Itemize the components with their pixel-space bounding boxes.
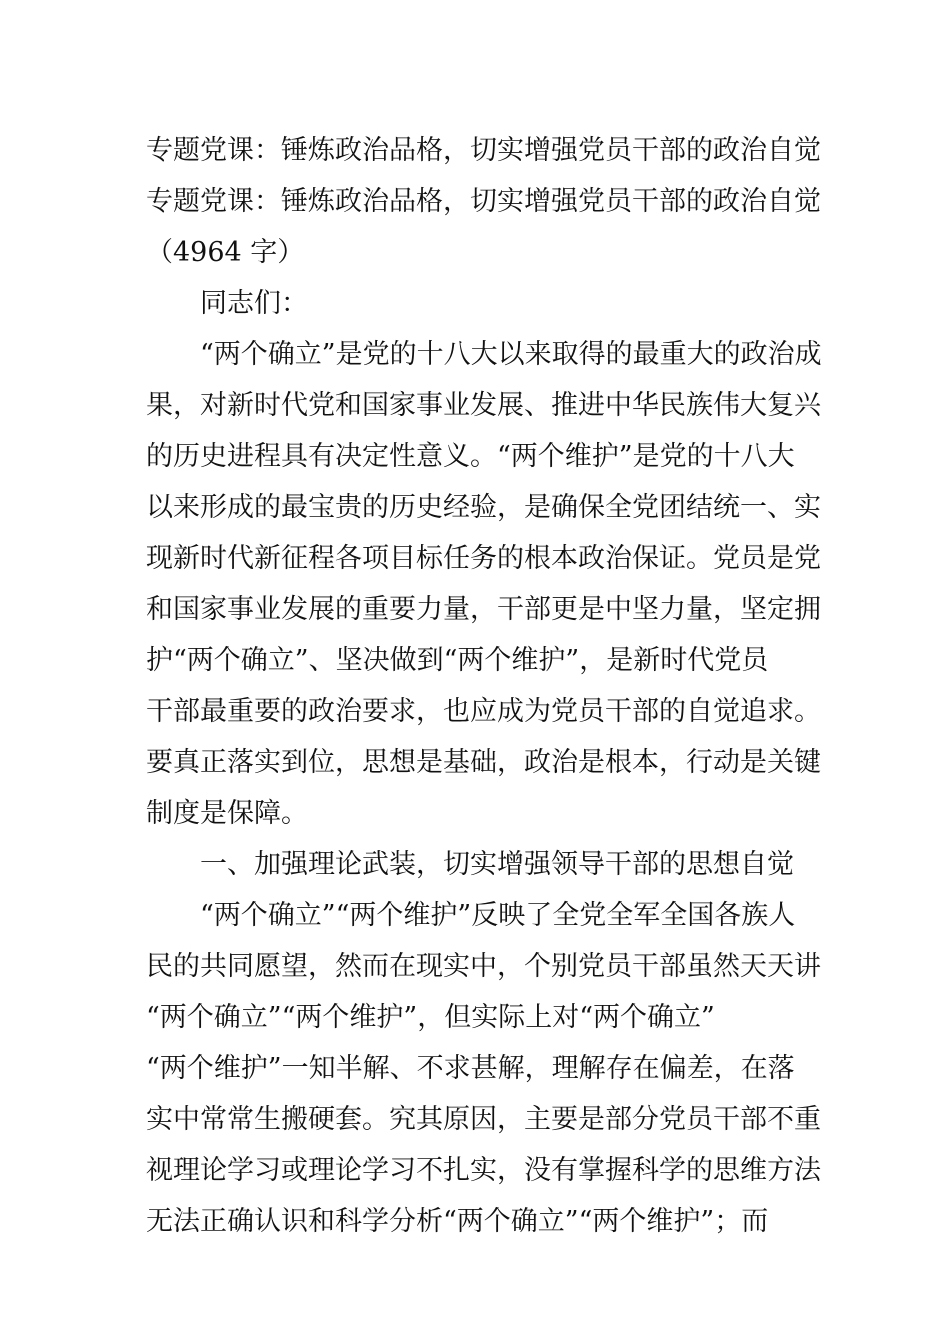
paragraph-line: “两个确立”“两个维护”反映了全党全军全国各族人 [146, 900, 796, 931]
section-heading: 一、加强理论武装，切实增强领导干部的思想自觉 [146, 849, 794, 880]
greeting: 同志们： [146, 288, 308, 319]
paragraph-line: 以来形成的最宝贵的历史经验，是确保全党团结统一、实 [146, 492, 821, 523]
paragraph-line: 护“两个确立”、坚决做到“两个维护”，是新时代党员 [146, 645, 769, 676]
heading-line: 专题党课：锤炼政治品格，切实增强党员干部的政治自觉 [146, 186, 821, 217]
title-line: 专题党课：锤炼政治品格，切实增强党员干部的政治自觉 [146, 135, 821, 166]
paragraph-line: 要真正落实到位，思想是基础，政治是根本，行动是关键 [146, 747, 821, 778]
paragraph-line: 无法正确认识和科学分析“两个确立”“两个维护”；而 [146, 1206, 769, 1237]
paragraph-line: 视理论学习或理论学习不扎实，没有掌握科学的思维方法 [146, 1155, 821, 1186]
paragraph-line: 干部最重要的政治要求，也应成为党员干部的自觉追求。 [146, 696, 821, 727]
paragraph-line: 实中常常生搬硬套。究其原因，主要是部分党员干部不重 [146, 1104, 821, 1135]
paragraph-line: “两个确立”“两个维护”，但实际上对“两个确立” [146, 1002, 715, 1033]
paragraph-line: 现新时代新征程各项目标任务的根本政治保证。党员是党 [146, 543, 821, 574]
paragraph-line: 果，对新时代党和国家事业发展、推进中华民族伟大复兴 [146, 390, 821, 421]
paragraph-line: 的历史进程具有决定性意义。“两个维护”是党的十八大 [146, 441, 795, 472]
paragraph-line: 制度是保障。 [146, 798, 308, 829]
paragraph-line: “两个维护”一知半解、不求甚解，理解存在偏差，在落 [146, 1053, 795, 1084]
heading-word-count: （4964 字） [146, 237, 305, 268]
paragraph-line: “两个确立”是党的十八大以来取得的最重大的政治成 [146, 339, 822, 370]
paragraph-line: 民的共同愿望，然而在现实中，个别党员干部虽然天天讲 [146, 951, 821, 982]
paragraph-line: 和国家事业发展的重要力量，干部更是中坚力量，坚定拥 [146, 594, 821, 625]
